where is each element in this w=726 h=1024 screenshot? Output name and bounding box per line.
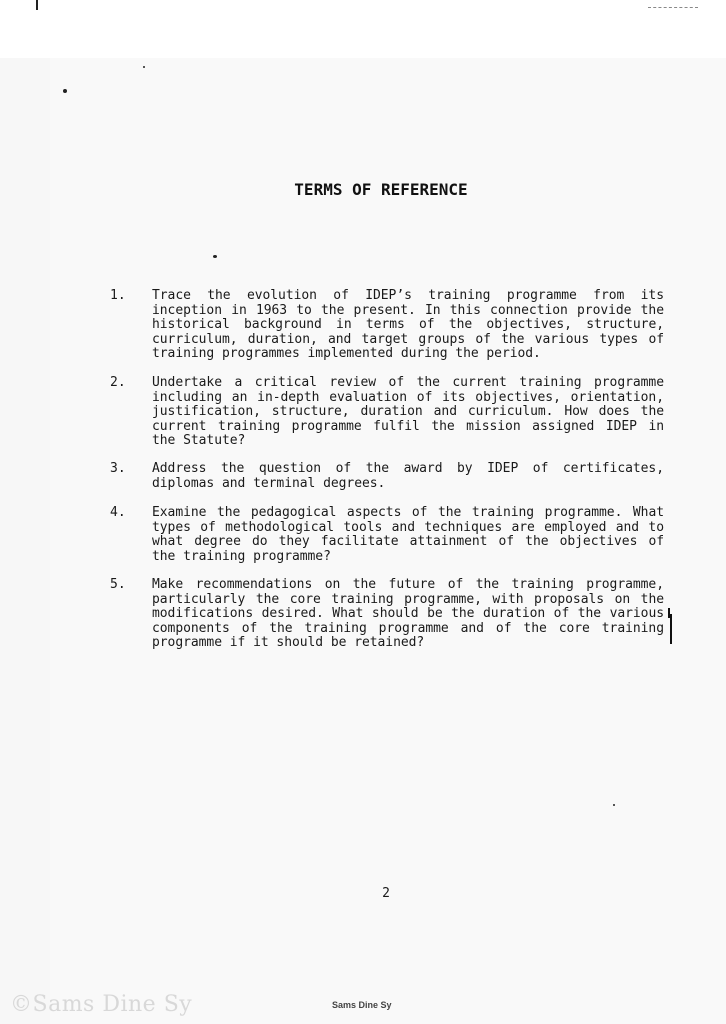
page-title: TERMS OF REFERENCE xyxy=(294,180,468,199)
scan-top-margin xyxy=(0,0,726,58)
scan-speck xyxy=(613,804,615,806)
scan-edge-mark xyxy=(36,0,38,10)
list-item-number: 2. xyxy=(110,375,126,390)
list-item-number: 1. xyxy=(110,288,126,303)
list-item-text: Make recommendations on the future of the training programme, particularly the core training programme, with proposals on the modifications desired. What should be the duration of the various components of the training programme and of the core training programme if it should be retained? xyxy=(152,577,664,650)
list-item-number: 3. xyxy=(110,461,126,476)
list-item-number: 5. xyxy=(110,577,126,592)
list-item-text: Examine the pedagogical aspects of the training programme. What types of methodological tools and techniques are employed and to what degree do they facilitate attainment of the objectives of the training programme? xyxy=(152,505,664,564)
page-number: 2 xyxy=(382,886,390,901)
watermark-center: Sams Dine Sy xyxy=(332,1000,392,1010)
scan-speck xyxy=(143,66,145,68)
list-item-number: 4. xyxy=(110,505,126,520)
list-item-text: Trace the evolution of IDEP’s training programme from its inception in 1963 to the present. In this connection provide the historical background in terms of the objectives, structure, curriculum, duration, and target groups of the various types of training programmes implemented during the period. xyxy=(152,288,664,361)
list-item-text: Address the question of the award by IDEP of certificates, diplomas and terminal degrees. xyxy=(152,461,664,491)
watermark: ©Sams Dine Sy xyxy=(10,992,193,1017)
scan-speck xyxy=(63,89,67,93)
scan-speck xyxy=(213,255,217,258)
list-item-text: Undertake a critical review of the current training programme including an in-depth evaluation of its objectives, orientation, justification, structure, duration and curriculum. How does the current training programme fulfil the mission assigned IDEP in the Statute? xyxy=(152,375,664,448)
scan-corner-mark xyxy=(648,7,698,9)
margin-change-bar xyxy=(670,614,672,644)
